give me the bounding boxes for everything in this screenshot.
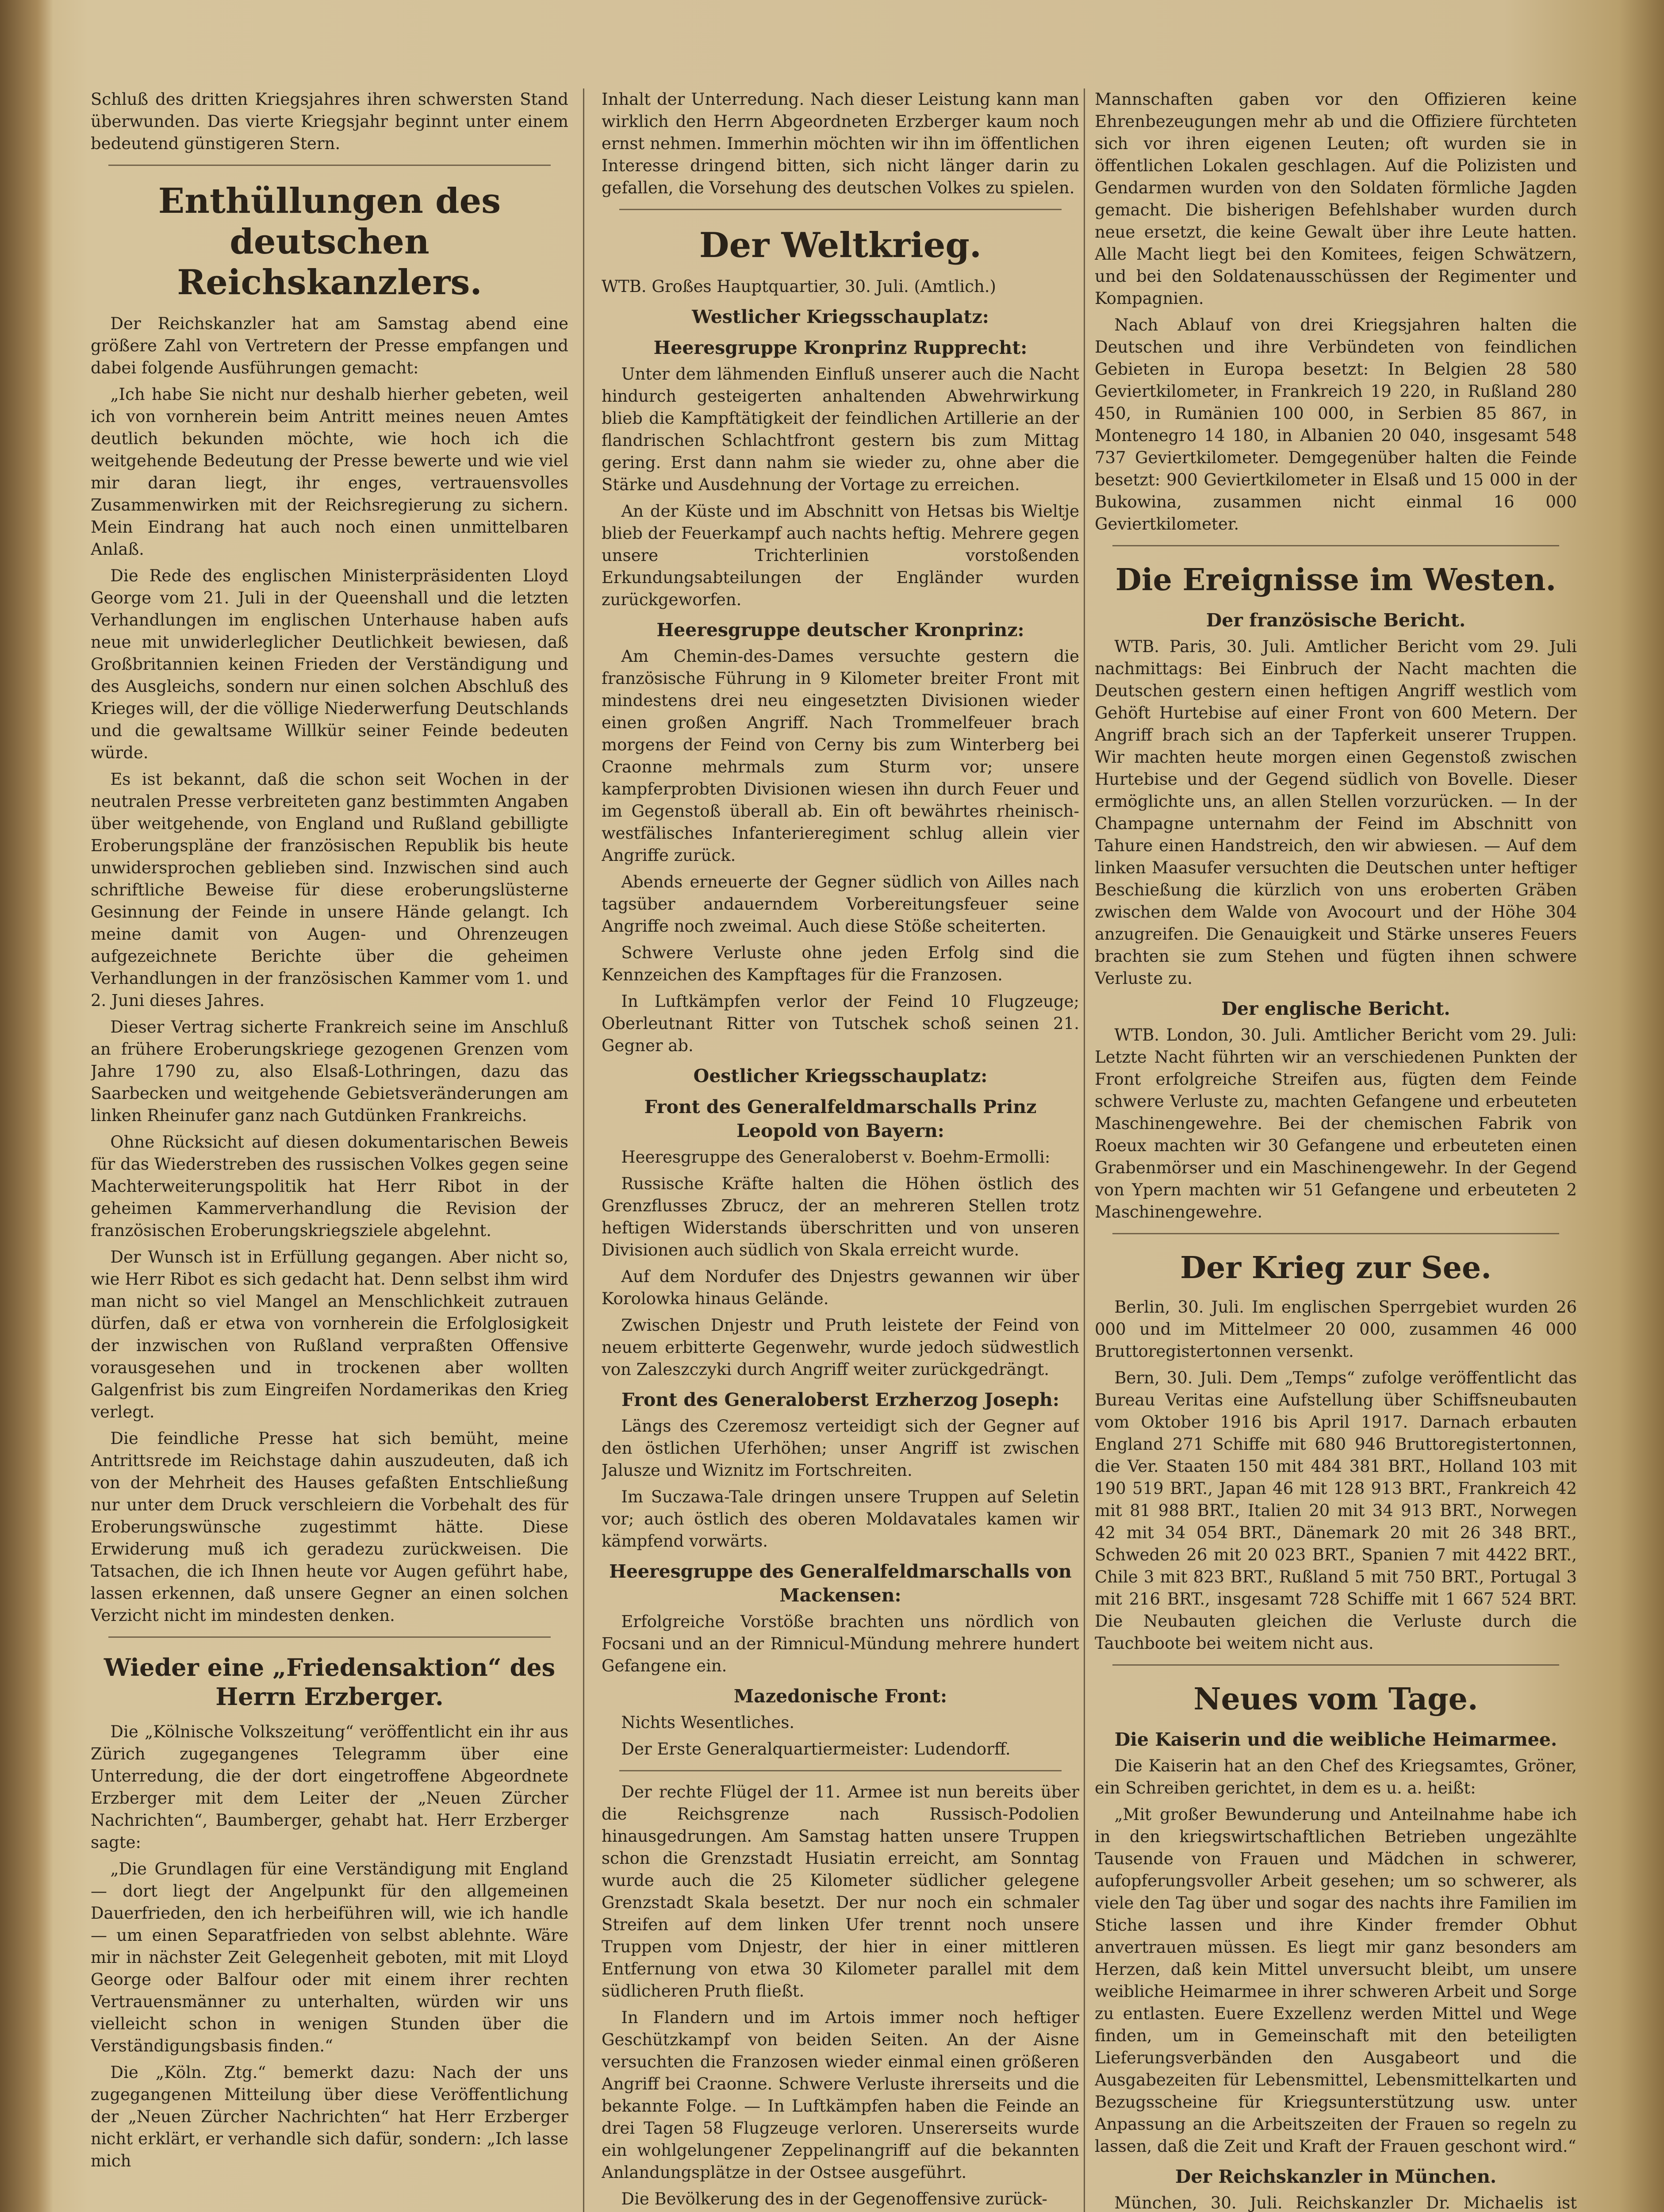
subheading: Die Kaiserin und die weibliche Heimarmee.: [1114, 1729, 1557, 1750]
subheading: Der Reichskanzler in München.: [1175, 2166, 1497, 2187]
divider: [108, 1636, 551, 1638]
paragraph: Dieser Vertrag sicherte Frankreich seine im Anschluß an frühere Eroberungskriege gezogenen Grenzen vom Jahre 1790 zu, also Elsaß-Lothringen, dazu das Saarbecken und weitgehende Gebietsveränderungen am linken Rheinufer ganz nach Gutdünken Frankreichs.: [91, 1018, 568, 1125]
dateline: WTB. Großes Hauptquartier, 30. Juli. (Amtlich.): [602, 277, 996, 296]
paragraph: Zwischen Dnjestr und Pruth leistete der Feind von neuem erbitterte Gegenwehr, wurde jedoch südwestlich von Zaleszczyki durch Angriff weiter zurückgedrängt.: [602, 1316, 1079, 1379]
paragraph: München, 30. Juli. Reichskanzler Dr. Michaelis ist: [1114, 2193, 1577, 2212]
divider: [1112, 545, 1559, 546]
subheading: Der englische Bericht.: [1221, 998, 1450, 1019]
paragraph: Unter dem lähmenden Einfluß unserer auch die Nacht hindurch gesteigerten anhaltenden Abwehrwirkung blieb die Kampftätigkeit der feindlichen Artillerie an der flandrischen Schlachtfront gestern bis zum Mittag gering. Erst dann nahm sie wieder zu, ohne aber die Stärke und Ausdehnung der Vortage zu erreichen.: [602, 365, 1079, 494]
article-continuation: Schluß des dritten Kriegsjahres ihren schwersten Stand überwunden. Das vierte Kriegsjahr beginnt unter einem bedeutend günstigeren Stern.: [91, 90, 568, 153]
paragraph: Nach Ablauf von drei Kriegsjahren halten die Deutschen und ihre Verbündeten von feindlichen Gebieten in Europa besetzt: In Belgien 28 580 Geviertkilometer, in Frankreich 19 220, in Rußland 280 450, in Rumänien 100 000, in Serbien 85 867, in Montenegro 14 180, in Albanien 20 040, insgesamt 548 737 Geviertkilometer. Demgegenüber halten die Feinde besetzt: 900 Geviertkilometer in Elsaß und 15 000 in der Bukowina, zusammen nicht einmal 16 000 Geviertkilometer.: [1095, 315, 1577, 534]
headline-erzberger: Wieder eine „Friedensaktion“ des Herrn Erzberger.: [104, 1653, 556, 1711]
paragraph: Die Kaiserin hat an den Chef des Kriegsamtes, Gröner, ein Schreiben gerichtet, in dem es u. a. heißt:: [1095, 1756, 1577, 1797]
paragraph: Auf dem Nordufer des Dnjestrs gewannen wir über Korolowka hinaus Gelände.: [602, 1267, 1079, 1308]
paragraph: WTB. London, 30. Juli. Amtlicher Bericht vom 29. Juli: Letzte Nacht führten wir an verschiedenen Punkten der Front erfolgreiche Streifen aus, fügten dem Feinde schwere Verluste zu, machten Gefangene und erbeuteten Maschinengewehre. Bei der chemischen Fabrik von Roeux machten wir 30 Gefangene und erbeuteten einen Grabenmörser und ein Maschinengewehr. In der Gegend von Ypern machten wir 51 Gefangene und erbeuteten 2 Maschinengewehre.: [1095, 1025, 1577, 1221]
paragraph: Die „Kölnische Volkszeitung“ veröffentlicht ein ihr aus Zürich zugegangenes Telegramm über eine Unterredung, die der dort eingetroffene Abgeordnete Erzberger mit dem Leiter der „Neuen Zürcher Nachrichten“, Baumberger, gehabt hat. Herr Erzberger sagte:: [91, 1722, 568, 1852]
paragraph: Schwere Verluste ohne jeden Erfolg sind die Kennzeichen des Kampftages für die Franzosen.: [602, 943, 1079, 984]
subheading: Oestlicher Kriegsschauplatz:: [693, 1065, 988, 1087]
column-rule: [1084, 88, 1085, 2212]
paragraph: Es ist bekannt, daß die schon seit Wochen in der neutralen Presse verbreiteten ganz bestimmten Angaben über weitgehende, von England und Rußland gebilligte Eroberungspläne der französischen Republik bis heute unwidersprochen geblieben sind. Inzwischen sind auch schriftliche Beweise für diese eroberungslüsterne Gesinnung der Feinde in unsere Hände gelangt. Ich meine damit von Augen- und Ohrenzeugen aufgezeichnete Berichte über die geheimen Verhandlungen in der französischen Kammer vom 1. und 2. Juni dieses Jahres.: [91, 770, 568, 1010]
subheading: Mazedonische Front:: [733, 1686, 947, 1707]
paragraph: Ohne Rücksicht auf diesen dokumentarischen Beweis für das Wiederstreben des russischen Volkes gegen seine Machterweiterungspolitik hat Herr Ribot in der geheimen Kammerverhandlung die Revision der französischen Eroberungskriegsziele abgelehnt.: [91, 1133, 568, 1240]
subheading: Heeresgruppe deutscher Kronprinz:: [656, 619, 1024, 641]
paragraph: Russische Kräfte halten die Höhen östlich des Grenzflusses Zbrucz, der an mehreren Stellen trotz heftigen Widerstands überschritten und von unseren Divisionen auch südlich von Skala erreicht wurde.: [602, 1174, 1079, 1260]
paragraph: Nichts Wesentliches.: [621, 1713, 795, 1732]
paragraph: „Ich habe Sie nicht nur deshalb hierher gebeten, weil ich von vornherein beim Antritt meines neuen Amtes deutlich bekunden möchte, wie hoch ich die weitgehende Bedeutung der Presse bewerte und wie viel mir daran liegt, ihr enges, vertrauensvolles Zusammenwirken mit der Reichsregierung zu sichern. Mein Eindrang hat auch noch einen unmittelbaren Anlaß.: [91, 385, 568, 559]
paragraph: Die feindliche Presse hat sich bemüht, meine Antrittsrede im Reichstage dahin auszudeuten, daß ich von der Mehrheit des Hauses gefaßten Entschließung nur unter dem Druck verschleiern die Vorbehalt des für Eroberungswünsche zugestimmt hätte. Diese Erwiderung muß ich geradezu zurückweisen. Die Tatsachen, die ich Ihnen heute vor Augen geführt habe, lassen erkennen, daß unsere Gegner an einen solchen Verzicht nicht im mindesten denken.: [91, 1429, 568, 1625]
divider: [1112, 1664, 1559, 1666]
subheading: Front des Generaloberst Erzherzog Joseph:: [621, 1389, 1059, 1410]
paragraph: An der Küste und im Abschnitt von Hetsas bis Wieltje blieb der Feuerkampf auch nachts heftig. Mehrere gegen unsere Trichterlinien vorstoßenden Erkundungsabteilungen der Engländer wurden zurückgeworfen.: [602, 502, 1079, 609]
book-binding-edge: [0, 0, 53, 2212]
paragraph: Abends erneuerte der Gegner südlich von Ailles nach tagsüber andauerndem Vorbereitungsfeuer seine Angriffe noch zweimal. Auch diese Stöße scheiterten.: [602, 872, 1079, 936]
divider: [108, 165, 551, 166]
divider: [619, 1770, 1062, 1771]
article-continuation: Inhalt der Unterredung. Nach dieser Leistung kann man wirklich den Herrn Abgeordneten Erzberger kaum noch ernst nehmen. Immerhin möchten wir ihn im öffentlichen Interesse dringend bitten, sich nicht länger darin zu gefallen, die Vorsehung des deutschen Volkes zu spielen.: [602, 90, 1079, 197]
paragraph: Berlin, 30. Juli. Im englischen Sperrgebiet wurden 26 000 und im Mittelmeer 20 000, zusammen 46 000 Bruttoregistertonnen versenkt.: [1095, 1298, 1577, 1361]
column-right: [1095, 88, 1577, 2212]
headline-reichskanzler: Enthüllungen des deutschen Reichskanzlers.: [158, 181, 501, 303]
paragraph: Längs des Czeremosz verteidigt sich der Gegner auf den östlichen Uferhöhen; unser Angriff ist zwischen Jalusze und Wiznitz im Fortschreiten.: [602, 1417, 1079, 1480]
paragraph: Die Bevölkerung des in der Gegenoffensive zurück-: [621, 2189, 1047, 2208]
paragraph: Im Suczawa-Tale dringen unsere Truppen auf Seletin vor; auch östlich des oberen Moldavatales kamen wir kämpfend vorwärts.: [602, 1487, 1079, 1551]
paragraph: Der rechte Flügel der 11. Armee ist nun bereits über die Reichsgrenze nach Russisch-Podolien hinausgedrungen. Am Samstag hatten unsere Truppen schon die Grenzstadt Husiatin erreicht, am Sonntag wurde auch die 25 Kilometer südlicher gelegene Grenzstadt Skala besetzt. Der nur noch ein schmaler Streifen auf dem linken Ufer trennt noch unsere Truppen vom Dnjestr, der hier in einer mittleren Entfernung von etwa 30 Kilometer parallel mit dem südlicheren Pruth fließt.: [602, 1782, 1079, 2001]
paragraph: Heeresgruppe des Generaloberst v. Boehm-Ermolli:: [621, 1148, 1051, 1167]
subheading: Heeresgruppe des Generalfeldmarschalls von Mackensen:: [609, 1561, 1072, 1606]
headline-weltkrieg: Der Weltkrieg.: [699, 225, 982, 265]
column-left: [91, 88, 568, 2212]
headline-tage: Neues vom Tage.: [1193, 1682, 1478, 1717]
headline-westen: Die Ereignisse im Westen.: [1115, 562, 1557, 598]
subheading: Front des Generalfeldmarschalls Prinz Leopold von Bayern:: [644, 1096, 1037, 1141]
divider: [619, 209, 1062, 210]
paragraph: Erfolgreiche Vorstöße brachten uns nördlich von Focsani und an der Rimnicul-Mündung mehrere hundert Gefangene ein.: [602, 1612, 1079, 1675]
paragraph: Die „Köln. Ztg.“ bemerkt dazu: Nach der uns zugegangenen Mitteilung über diese Veröffentlichung der „Neuen Zürcher Nachrichten“ hat Herr Erzberger nicht erklärt, er verhandle sich dafür, sondern: „Ich lasse mich: [91, 2063, 568, 2170]
headline-see: Der Krieg zur See.: [1180, 1250, 1491, 1286]
column-rule: [583, 88, 584, 2212]
paragraph: Am Chemin-des-Dames versuchte gestern die französische Führung in 9 Kilometer breiter Front mit mindestens drei neu eingesetzten Divisionen wieder einen großen Angriff. Nach Trommelfeuer brach morgens der Feind von Cerny bis zum Winterberg bei Craonne mehrmals zum Sturm vor; unsere kampferprobten Divisionen wiesen ihn durch Feuer und im Gegenstoß überall ab. Ein oft bewährtes rheinisch-westfälisches Infanterieregiment schlug allein vier Angriffe zurück.: [602, 647, 1079, 865]
paragraph: „Die Grundlagen für eine Verständigung mit England — dort liegt der Angelpunkt für den allgemeinen Dauerfrieden, den ich herbeiführen will, wie ich handle — um einen Separatfrieden von selbst ablehnte. Wäre mir in nächster Zeit Gelegenheit geboten, mit mit Lloyd George oder Balfour oder mit einem ihrer rechten Vertrauensmänner zu unterhalten, würden wir uns vielleicht schon in wenigen Stunden über die Verständigungsbasis finden.“: [91, 1859, 568, 2055]
paragraph: In Flandern und im Artois immer noch heftiger Geschützkampf von beiden Seiten. An der Aisne versuchten die Franzosen wieder einmal einen größeren Angriff bei Craonne. Schwere Verluste ihrerseits und die bekannte Folge. — In Luftkämpfen haben die Feinde an drei Tagen 58 Flugzeuge verloren. Unsererseits wurde ein wohlgelungener Zeppelinangriff auf die bekannten Anlandungsplätze in der Ostsee ausgeführt.: [602, 2008, 1079, 2182]
subheading: Der französische Bericht.: [1206, 610, 1466, 631]
subheading: Westlicher Kriegsschauplatz:: [692, 306, 989, 327]
paragraph: „Mit großer Bewunderung und Anteilnahme habe ich in den kriegswirtschaftlichen Betrieben ungezählte Tausende von Frauen und Mädchen in schwerer, aufopferungsvoller Arbeit gesehen; um so schwerer, als viele den Tag über und sogar des nachts ihre Familien im Stiche lassen und ihre Kinder fremder Obhut anvertrauen müssen. Es liegt mir ganz besonders am Herzen, daß kein Mittel unversucht bleibt, um unsere weibliche Heimarmee in ihrer schweren Arbeit und Sorge zu entlasten. Euere Exzellenz werden Mittel und Wege finden, um in Gemeinschaft mit den beteiligten Lieferungsverbänden den Ausgabeort und die Ausgabezeiten für Lebensmittel, Lebensmittelkarten und Bezugsscheine für Kriegsunterstützung usw. unter Anpassung an die Arbeitszeiten der Frauen so regeln zu lassen, daß die Zeit und Kraft der Frauen geschont wird.“: [1095, 1805, 1577, 2156]
paragraph: Der Wunsch ist in Erfüllung gegangen. Aber nicht so, wie Herr Ribot es sich gedacht hat. Denn selbst ihm wird man nicht so viel Mangel an Menschlichkeit zutrauen dürfen, daß er etwa von vornherein die Erfolglosigkeit der inzwischen von Rußland verpraßten Offensive vorausgesehen und in trockenen aber wollten Galgenfrist bis zum Eingreifen Nordamerikas den Krieg verlegt.: [91, 1248, 568, 1421]
paragraph: Bern, 30. Juli. Dem „Temps“ zufolge veröffentlicht das Bureau Veritas eine Aufstellung über Schiffsneubauten vom Oktober 1916 bis April 1917. Darnach erbauten England 271 Schiffe mit 680 946 Bruttoregistertonnen, die Ver. Staaten 150 mit 484 381 BRT., Holland 103 mit 190 519 BRT., Japan 46 mit 128 913 BRT., Frankreich 42 mit 81 988 BRT., Italien 20 mit 34 913 BRT., Norwegen 42 mit 34 054 BRT., Dänemark 20 mit 26 348 BRT., Schweden 26 mit 20 023 BRT., Spanien 7 mit 4422 BRT., Chile 3 mit 823 BRT., Rußland 5 mit 750 BRT., Portugal 3 mit 216 BRT., insgesamt 728 Schiffe mit 1 667 524 BRT. Die Neubauten gleichen die Verluste durch die Tauchboote bei weitem nicht aus.: [1095, 1368, 1577, 1653]
signature: Der Erste Generalquartiermeister: Ludendorff.: [621, 1740, 1011, 1759]
paragraph: Der Reichskanzler hat am Samstag abend eine größere Zahl von Vertretern der Presse empfangen und dabei folgende Ausführungen gemacht:: [91, 314, 568, 377]
article-continuation: Mannschaften gaben vor den Offizieren keine Ehrenbezeugungen mehr ab und die Offiziere fürchteten sich vor ihren eigenen Leuten; oft wurden sie in öffentlichen Lokalen geschlagen. Auf die Polizisten und Gendarmen wurden von den Soldaten förmliche Jagden gemacht. Die bisherigen Befehlshaber wurden durch neue ersetzt, die keine Gewalt über ihre Leute hatten. Alle Macht liegt bei den Komitees, feigen Schwätzern, und bei den Soldatenausschüssen der Regimenter und Kompagnien.: [1095, 90, 1577, 308]
divider: [1112, 1233, 1559, 1234]
subheading: Heeresgruppe Kronprinz Rupprecht:: [653, 337, 1028, 358]
paragraph: In Luftkämpfen verlor der Feind 10 Flugzeuge; Oberleutnant Ritter von Tutschek schoß seinen 21. Gegner ab.: [602, 992, 1079, 1055]
paragraph: Die Rede des englischen Ministerpräsidenten Lloyd George vom 21. Juli in der Queenshall und die letzten Verhandlungen im englischen Unterhause haben aufs neue mit unwiderleglicher Deutlichkeit bewiesen, daß Großbritannien keinen Frieden der Verständigung und des Ausgleichs, sondern nur einen solchen Abschluß des Krieges will, der die völlige Niederwerfung Deutschlands und die gewaltsame Willkür seiner Feinde bedeuten würde.: [91, 566, 568, 762]
column-middle: [602, 88, 1079, 2212]
paragraph: WTB. Paris, 30. Juli. Amtlicher Bericht vom 29. Juli nachmittags: Bei Einbruch der Nacht machten die Deutschen gestern einen heftigen Angriff westlich vom Gehöft Hurtebise auf einer Front von 600 Metern. Der Angriff brach sich an der Tapferkeit unserer Truppen. Wir machten heute morgen einen Gegenstoß zwischen Hurtebise und der Gegend südlich von Bovelle. Dieser ermöglichte uns, an allen Stellen vorzurücken. — In der Champagne unternahm der Feind im Abschnitt von Tahure einen Handstreich, den wir abwiesen. — Auf dem linken Maasufer versuchten die Deutschen unter heftiger Beschießung die kürzlich von uns eroberten Gräben zwischen dem Walde von Avocourt und der Höhe 304 anzugreifen. Die Genauigkeit und Stärke unseres Feuers brachten sie zum Stehen und fügten ihnen schwere Verluste zu.: [1095, 637, 1577, 988]
